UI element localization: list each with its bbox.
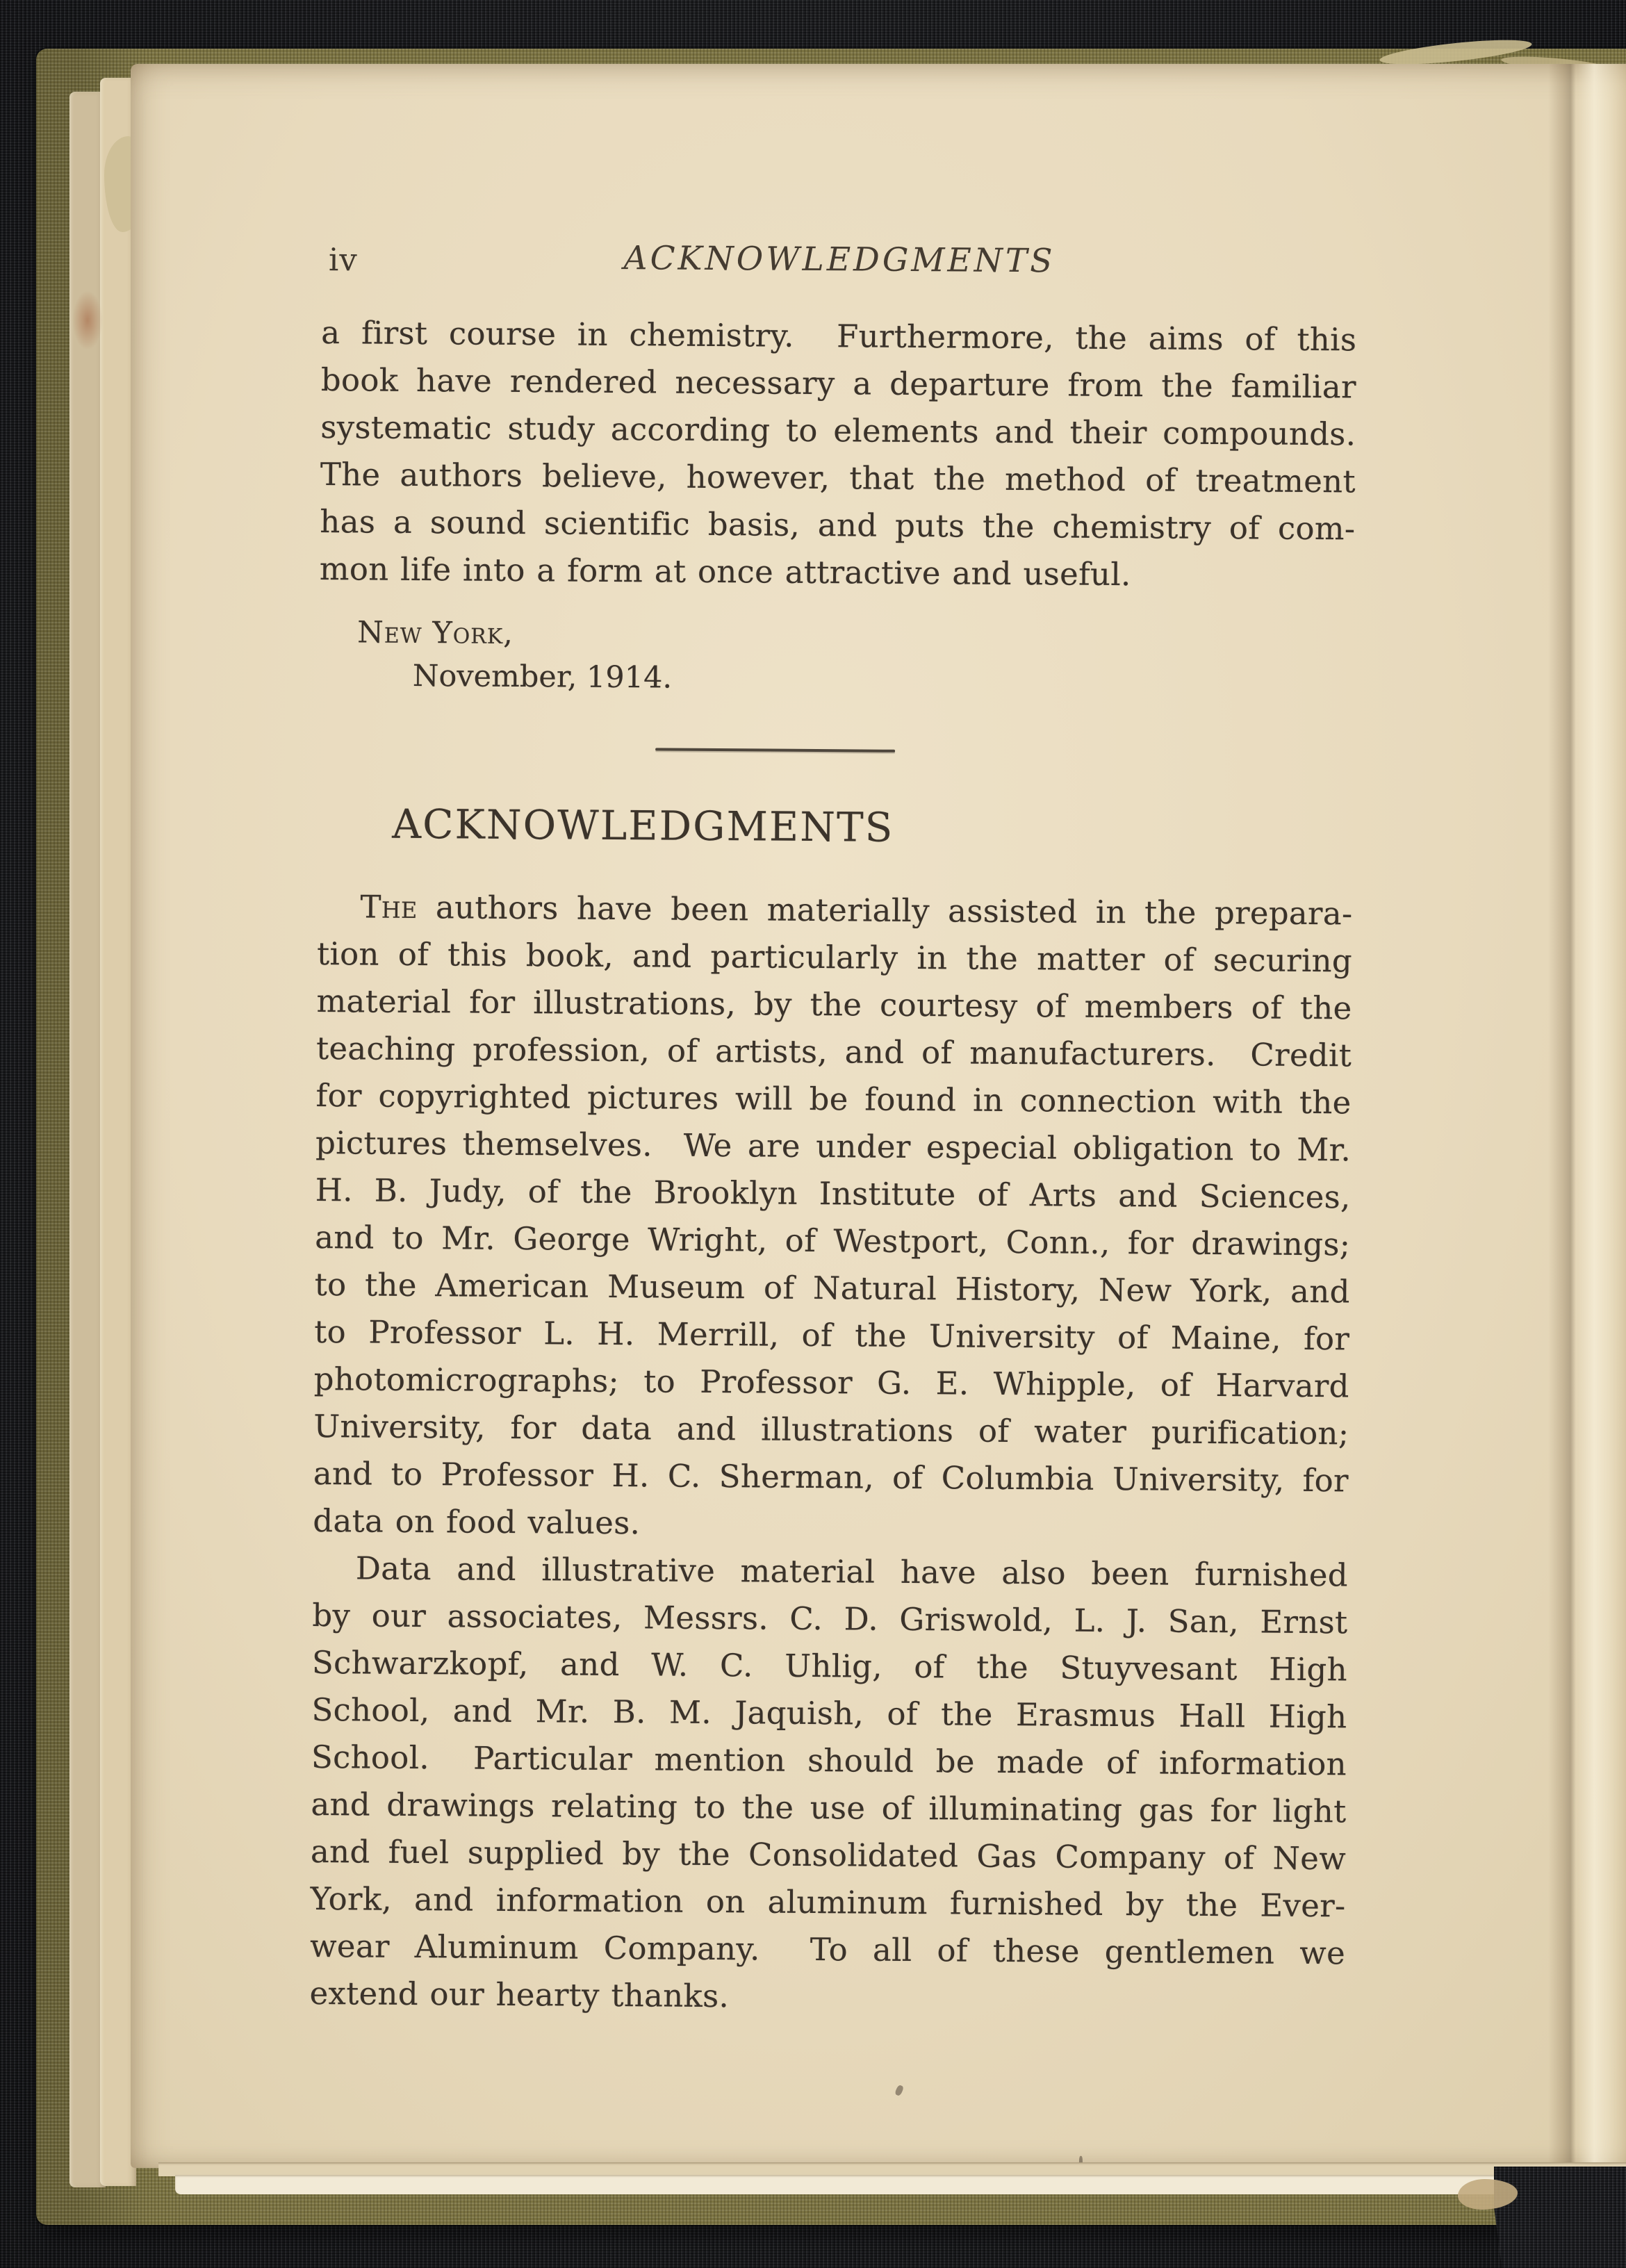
text-line: to the American Museum of Natural History, New York, and [314,1266,1350,1310]
text-line: Schwarzkopf, and W. C. Uhlig, of the Stuyvesant High [311,1643,1348,1688]
text-line: and fuel supplied by the Consolidated Gas Company of New [310,1832,1347,1877]
text-line: and to Professor H. C. Sherman, of Columbia University, for [313,1454,1349,1499]
text-line: The authors believe, however, that the method of treatment [320,456,1356,500]
book-page [131,64,1626,2168]
page-edge-stain [72,290,103,350]
page-text [116,60,1626,2175]
text-line: to Professor L. H. Merrill, of the University of Maine, for [314,1313,1350,1358]
text-line: and to Mr. George Wright, of Westport, Conn., for drawings; [315,1219,1351,1263]
section-heading: ACKNOWLEDGMENTS [392,800,894,851]
text-line: mon life into a form at once attractive and useful. [319,550,1131,593]
acknowledgments-paragraphs [309,883,1352,2024]
text-line: School, and Mr. B. M. Jaquish, of the Erasmus Hall High [311,1691,1347,1736]
background-bottom-right [1494,2167,1626,2268]
text-line: photomicrographs; to Professor G. E. Whipple, of Harvard [313,1361,1349,1405]
running-head-row [322,237,1357,286]
preface-tail-paragraph [320,309,1357,600]
text-line: systematic study according to elements and their compounds. [320,409,1356,453]
text-line [317,883,1352,937]
paper-speck [894,2085,904,2096]
dateline-date: November, 1914. [412,658,673,696]
text-line: pictures themselves. We are under especial obligation to Mr. [315,1124,1352,1169]
text-line: teaching profession, of artists, and of manufacturers. Credit [315,1030,1352,1074]
text-line: York, and information on aluminum furnished by the Ever- [310,1880,1346,1925]
text-line: wear Aluminum Company. To all of these gentlemen we [309,1927,1346,1972]
text-line: data on food values. [313,1502,641,1542]
text-line: University, for data and illustrations of water purification; [313,1407,1349,1452]
text-line: School. Particular mention should be made of information [311,1738,1347,1783]
running-header: ACKNOWLEDGMENTS [623,239,1056,281]
section-divider-rule [655,748,895,752]
text-line: extend our hearty thanks. [309,1974,730,2015]
text-line: H. B. Judy, of the Brooklyn Institute of Arts and Sciences, [315,1172,1351,1216]
text-line: by our associates, Messrs. C. D. Griswold, L. J. San, Ernst [312,1596,1348,1641]
text-line: has a sound scientific basis, and puts the chemistry of com- [320,503,1356,548]
text-line: material for illustrations, by the courtesy of members of the [316,983,1352,1027]
text-line: tion of this book, and particularly in the matter of securing [316,935,1353,980]
text-line: a first course in chemistry. Furthermore, the aims of this [321,314,1357,359]
text-line: for copyrighted pictures will be found in connection with the [315,1077,1352,1121]
page-bottom-edge [158,2162,1626,2176]
text-line: book have rendered necessary a departure from the familiar [320,361,1356,406]
lead-smallcaps: The [360,888,418,926]
page-bottom-edge-bright [175,2175,1516,2194]
lead-rest: authors have been materially assisted in the prepara- [417,889,1353,932]
text-line: and drawings relating to the use of illuminating gas for light [311,1785,1347,1830]
text-line: Data and illustrative material have also been furnished [355,1550,1349,1594]
dateline-place: New York, [357,615,514,651]
page-number: iv [328,241,359,279]
